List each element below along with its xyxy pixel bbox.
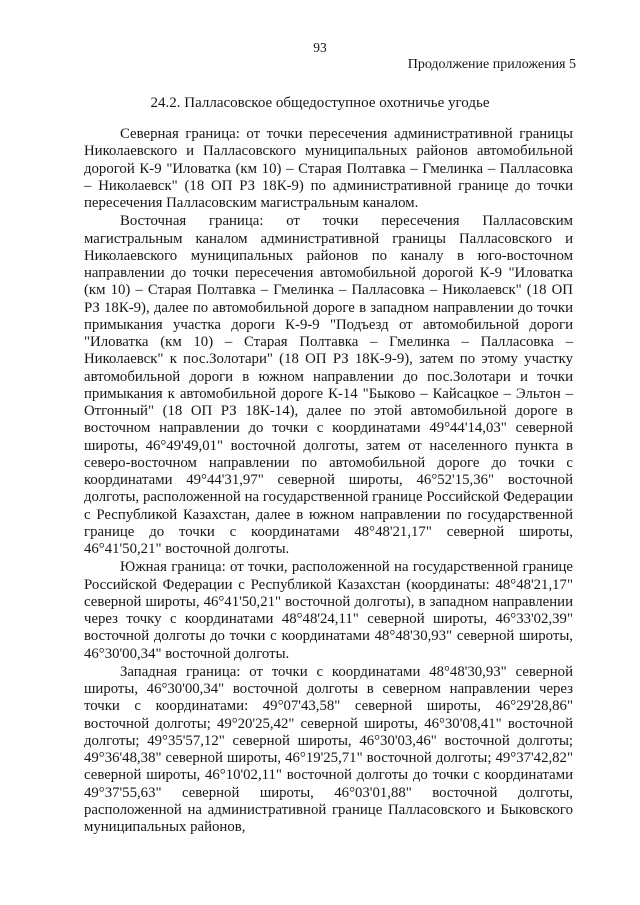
- south-boundary-paragraph: Южная граница: от точки, расположенной на государственной границе Российской Федерации с Республикой Казахстан (координаты: 48°48'21,17" северной широты, 46°41'50,21" восточной долготы), в западном направлении через точку с координатами 48°48'24,11" северной широты, 46°33'02,39" восточной долготы до точки с координатами 48°48'30,93" северной широты, 46°30'00,34" восточной долготы.: [84, 559, 573, 662]
- page-number: 93: [313, 40, 327, 55]
- west-boundary-paragraph: Западная граница: от точки с координатами 48°48'30,93" северной широты, 46°30'00,34" восточной долготы в северном направлении через точки с координатами: 49°07'43,58" северной широты, 46°29'28,86" восточной долготы; 49°20'25,42" северной широты, 46°30'08,41" восточной долготы; 49°35'57,12" северной широты, 46°30'03,46" восточной долготы; 49°36'48,38" северной широты, 46°19'25,71" восточной долготы; 49°37'42,82" северной широты, 46°10'02,11" восточной долготы до точки с координатами 49°37'55,63" северной широты, 46°03'01,88" восточной долготы, расположенной на административной границе Палласовского и Быковского муниципальных районов,: [84, 663, 573, 835]
- section-title: 24.2. Палласовское общедоступное охотничье угодье: [150, 95, 490, 111]
- document-body: [84, 126, 573, 836]
- north-boundary-paragraph: Северная граница: от точки пересечения административной границы Николаевского и Палласовского муниципальных районов автомобильной дорогой К-9 "Иловатка (км 10) – Старая Полтавка – Гмелинка – Палласовка – Николаевск" (18 ОП РЗ 18К-9) по административной границе до точки пересечения Палласовским магистральным каналом.: [84, 126, 573, 211]
- east-boundary-paragraph: Восточная граница: от точки пересечения Палласовским магистральным каналом административной границы Палласовского и Николаевского муниципальных районов по каналу в юго-восточном направлении до точки пересечения автомобильной дорогой К-9 "Иловатка (км 10) – Старая Полтавка – Гмелинка – Палласовка – Николаевск" (18 ОП РЗ 18К-9), далее по автомобильной дороге в западном направлении до точки примыкания участка дороги К-9-9 "Подъезд от автомобильной дороги "Иловатка (км 10) – Старая Полтавка – Гмелинка – Палласовка – Николаевск" к пос.Золотари" (18 ОП РЗ 18К-9-9), затем по этому участку автомобильной дороги в южном направлении до пос.Золотари и точки примыкания к автомобильной дороге К-14 "Быково – Кайсацкое – Эльтон – Отгонный" (18 ОП РЗ 18К-14), далее по этой автомобильной дороге в восточном направлении до точки с координатами 49°44'14,03" северной широты, 46°49'49,01" восточной долготы, затем от населенного пункта в северо-восточном направлении по автомобильной дороге до точки с координатами 49°44'31,97" северной широты, 46°52'15,36" восточной долготы, расположенной на государственной границе Российской Федерации с Республикой Казахстан, далее в южном направлении по государственной границе до точки с координатами 48°48'21,17" северной широты, 46°41'50,21" восточной долготы.: [84, 213, 573, 557]
- appendix-continuation-label: Продолжение приложения 5: [407, 57, 576, 72]
